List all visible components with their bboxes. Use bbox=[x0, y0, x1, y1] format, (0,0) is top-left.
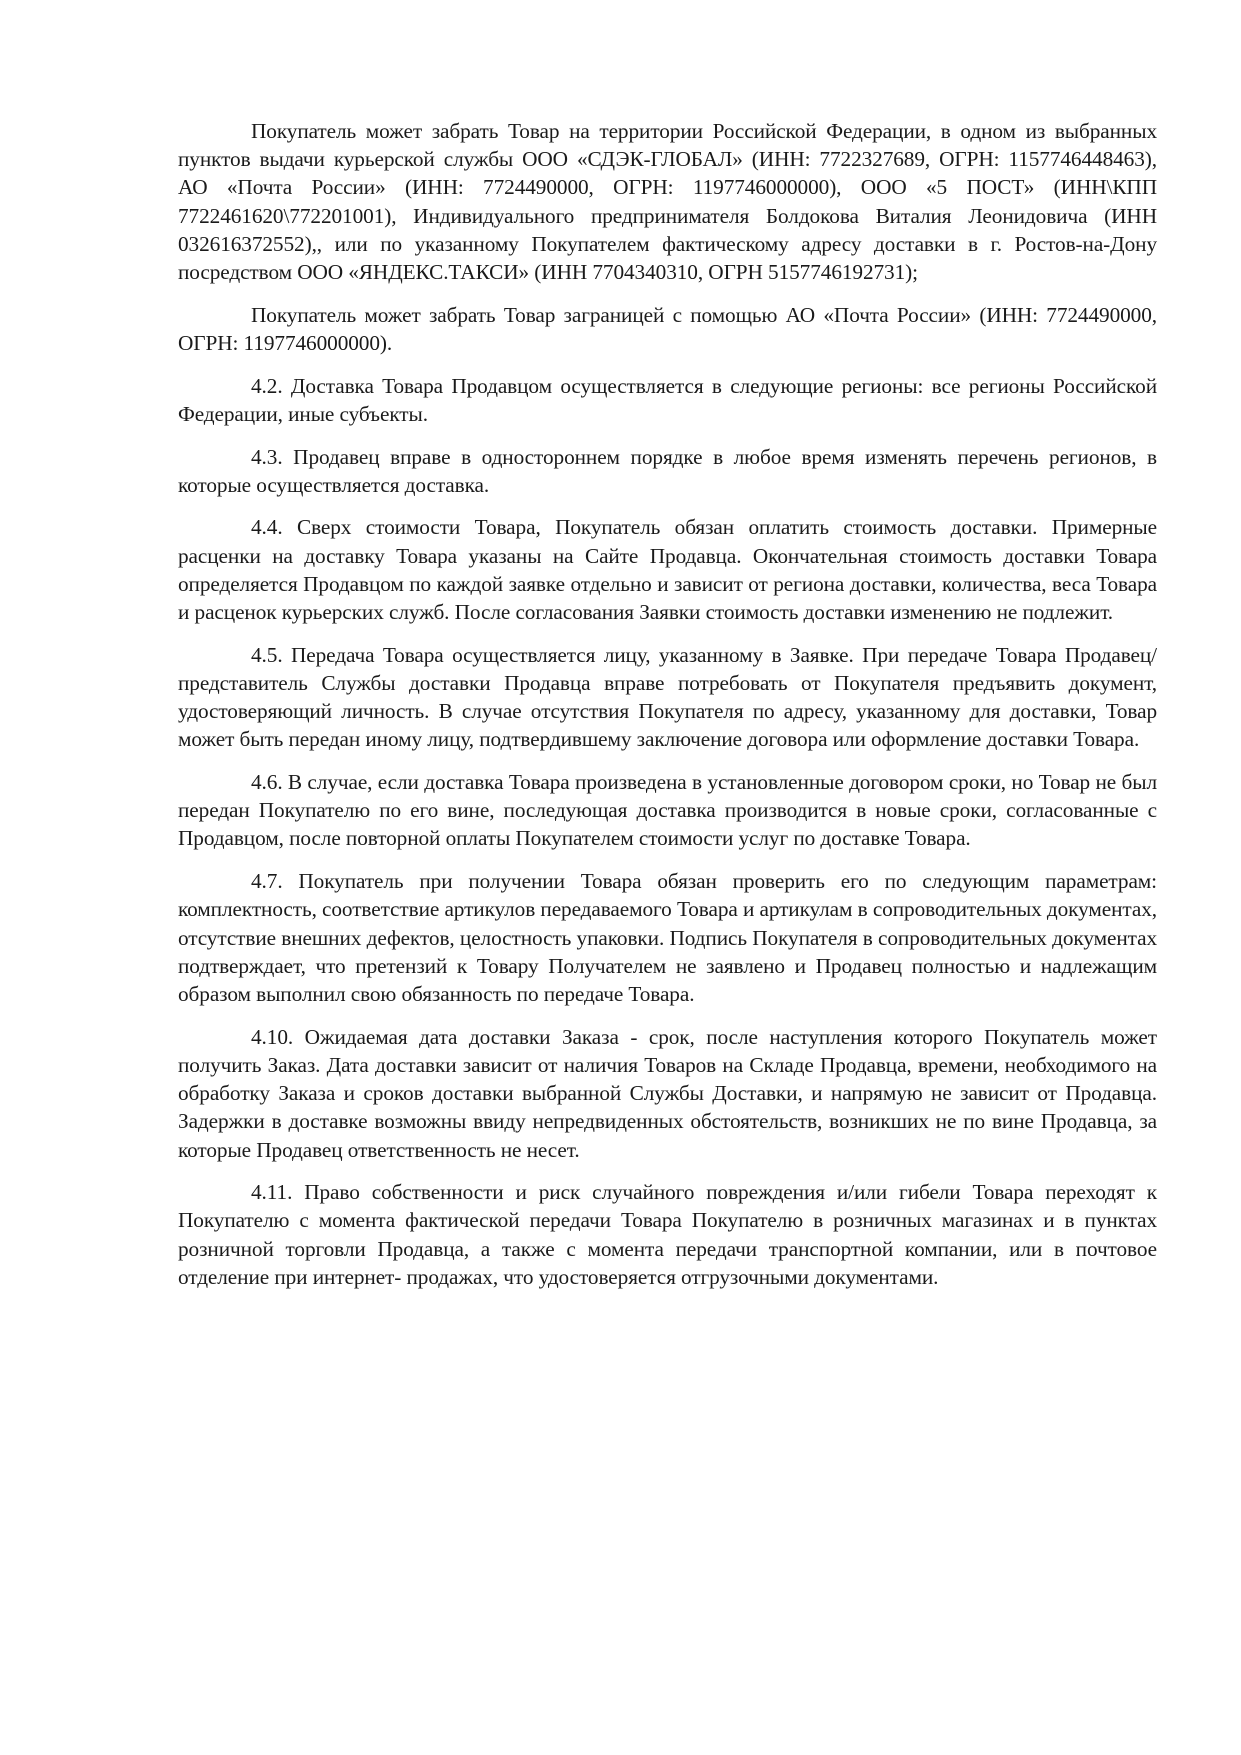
document-page bbox=[178, 117, 1157, 1306]
paragraph-4-11-ownership-risk: 4.11. Право собственности и риск случайного повреждения и/или гибели Товара переходят к Покупателю с момента фактической передачи Товара Покупателю в розничных магазинах и в пунктах розничной торговли Продавца, а также с момента передачи транспортной компании, или в почтовое отделение при интернет- продажах, что удостоверяется отгрузочными документами. bbox=[178, 1180, 1157, 1289]
paragraph-4-10-expected-date: 4.10. Ожидаемая дата доставки Заказа - срок, после наступления которого Покупатель может получить Заказ. Дата доставки зависит от наличия Товаров на Складе Продавца, времени, необходимого на обработку Заказа и сроков доставки выбранной Службы Доставки, и напрямую не зависит от Продавца. Задержки в доставке возможны ввиду непредвиденных обстоятельств, возникших не по вине Продавца, за которые Продавец ответственность не несет. bbox=[178, 1024, 1157, 1162]
paragraph-4-2-delivery-regions: 4.2. Доставка Товара Продавцом осуществляется в следующие регионы: все регионы Российской Федерации, иные субъекты. bbox=[178, 373, 1157, 426]
paragraph-pickup-abroad: Покупатель может забрать Товар заграницей с помощью АО «Почта России» (ИНН: 7724490000, ОГРН: 1197746000000). bbox=[178, 302, 1157, 355]
paragraph-4-6-redelivery: 4.6. В случае, если доставка Товара произведена в установленные договором сроки, но Товар не был передан Покупателю по его вине, последующая доставка производится в новые сроки, согласованные с Продавцом, после повторной оплаты Покупателем стоимости услуг по доставке Товара. bbox=[178, 770, 1157, 851]
paragraph-4-3-region-changes: 4.3. Продавец вправе в одностороннем порядке в любое время изменять перечень регионов, в которые осуществляется доставка. bbox=[178, 444, 1157, 497]
paragraph-4-4-delivery-cost: 4.4. Сверх стоимости Товара, Покупатель обязан оплатить стоимость доставки. Примерные расценки на доставку Товара указаны на Сайте Продавца. Окончательная стоимость доставки Товара определяется Продавцом по каждой заявке отдельно и зависит от региона доставки, количества, веса Товара и расценок курьерских служб. После согласования Заявки стоимость доставки изменению не подлежит. bbox=[178, 515, 1157, 625]
paragraph-4-5-handover: 4.5. Передача Товара осуществляется лицу, указанному в Заявке. При передаче Товара Продавец/представитель Службы доставки Продавца вправе потребовать от Покупателя предъявить документ, удостоверяющий личность. В случае отсутствия Покупателя по адресу, указанному для доставки, Товар может быть передан иному лицу, подтвердившему заключение договора или оформление доставки Товара. bbox=[178, 642, 1157, 752]
paragraph-pickup-russia: Покупатель может забрать Товар на территории Российской Федерации, в одном из выбранных пунктов выдачи курьерской службы ООО «СДЭК-ГЛОБАЛ» (ИНН: 7722327689, ОГРН: 1157746448463), АО «Почта России» (ИНН: 7724490000, ОГРН: 1197746000000), ООО «5 ПОСТ» (ИНН\КПП 7722461620\772201001), Индивидуального предпринимателя Болдокова Виталия Леонидовича (ИНН 032616372552),, или по указанному Покупателем фактическому адресу доставки в г. Ростов-на-Дону посредством ООО «ЯНДЕКС.ТАКСИ» (ИНН 7704340310, ОГРН 5157746192731); bbox=[178, 119, 1157, 285]
paragraph-4-7-inspection: 4.7. Покупатель при получении Товара обязан проверить его по следующим параметрам: комплектность, соответствие артикулов передаваемого Товара и артикулам в сопроводительных документах, отсутствие внешних дефектов, целостность упаковки. Подпись Покупателя в сопроводительных документах подтверждает, что претензий к Товару Получателем не заявлено и Продавец полностью и надлежащим образом выполнил свою обязанность по передаче Товара. bbox=[178, 869, 1157, 1006]
